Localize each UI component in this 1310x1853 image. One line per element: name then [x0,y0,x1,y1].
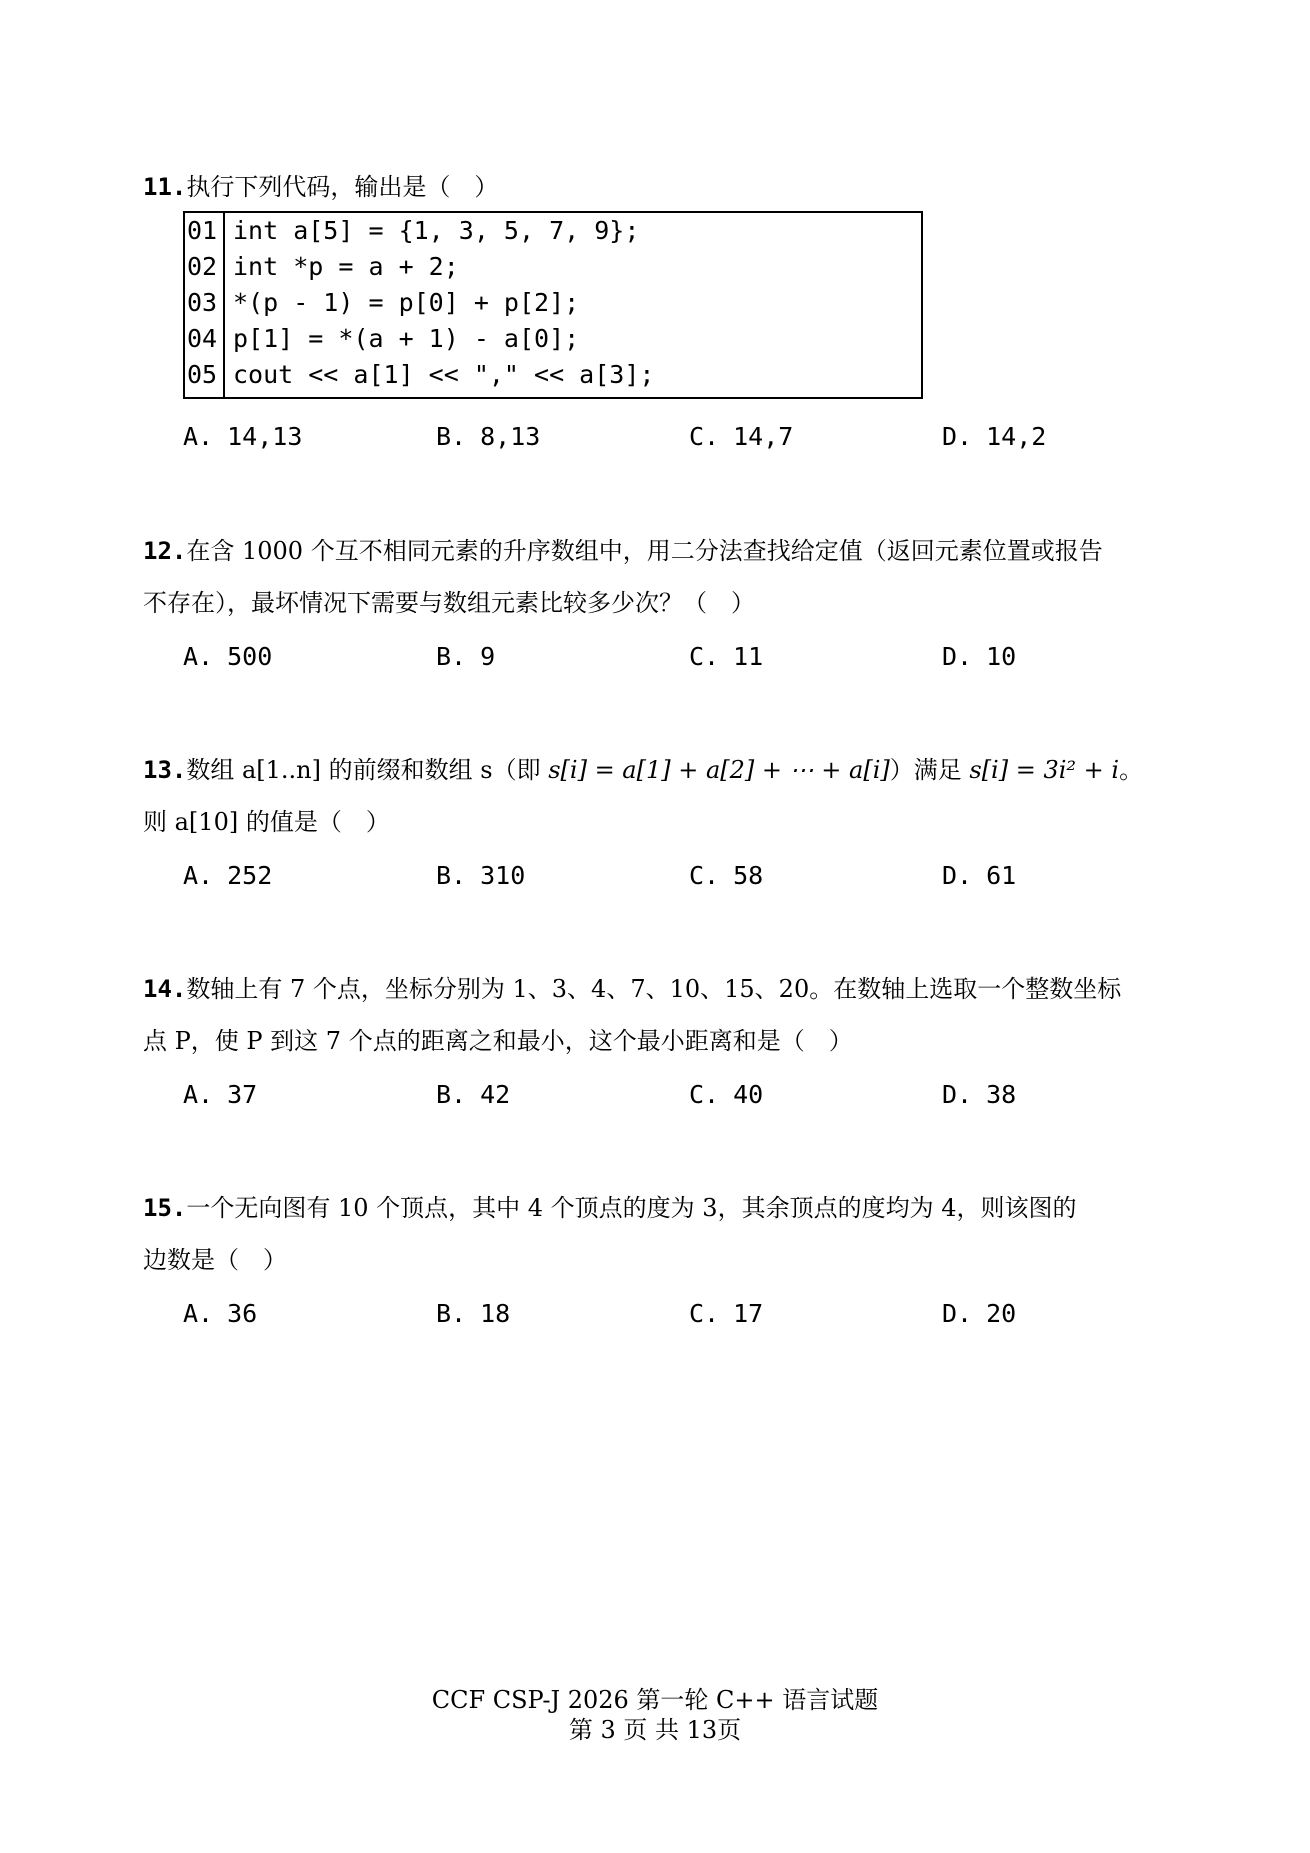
option-a[interactable]: A. 252 [183,861,273,890]
question-11-options [183,422,1063,458]
code-line [185,213,921,249]
question-12-options [183,642,1063,678]
question-text: 边数是（ ） [143,1246,287,1274]
code-text: int a[5] = {1, 3, 5, 7, 9}; [233,216,640,245]
question-text: 一个无向图有 10 个顶点，其中 4 个顶点的度为 3，其余顶点的度均为 4，则该图的 [186,1194,1077,1222]
question-text: 数组 a[1..n] 的前缀和数组 s（即 [186,756,549,784]
option-b[interactable]: B. 8,13 [436,422,541,451]
code-block [183,211,923,399]
option-a[interactable]: A. 36 [183,1299,258,1328]
option-c[interactable]: C. 58 [689,861,764,890]
question-15-stem-cont [143,1243,287,1277]
code-line [185,249,921,285]
option-b[interactable]: B. 9 [436,642,496,671]
prefix-sum-formula: s[i] = a[1] + a[2] + ⋯ + a[i] [548,756,890,784]
question-13-stem-cont [143,805,390,839]
question-text: 在含 1000 个互不相同元素的升序数组中，用二分法查找给定值（返回元素位置或报告 [186,537,1103,565]
sum-formula: s[i] = 3i² + i [969,756,1120,784]
question-text: 执行下列代码，输出是（ ） [186,173,499,201]
question-13-options [183,861,1063,897]
option-d[interactable]: D. 10 [942,642,1017,671]
footer-page-number: 第 3 页 共 13页 [568,1716,742,1744]
option-b[interactable]: B. 18 [436,1299,511,1328]
question-text: 数轴上有 7 个点，坐标分别为 1、3、4、7、10、15、20。在数轴上选取一个整数坐标 [186,975,1122,1003]
question-15-stem [143,1191,1076,1225]
option-d[interactable]: D. 38 [942,1080,1017,1109]
line-number: 04 [187,324,218,353]
question-12-stem-cont [143,586,755,620]
option-a[interactable]: A. 14,13 [183,422,303,451]
option-c[interactable]: C. 40 [689,1080,764,1109]
option-c[interactable]: C. 17 [689,1299,764,1328]
code-text: int *p = a + 2; [233,252,459,281]
option-d[interactable]: D. 14,2 [942,422,1047,451]
code-text: p[1] = *(a + 1) - a[0]; [233,324,580,353]
code-line [185,357,921,393]
question-number: 13. [143,756,187,784]
question-15-options [183,1299,1063,1335]
line-number: 02 [187,252,218,281]
code-line [185,285,921,321]
option-c[interactable]: C. 11 [689,642,764,671]
line-number: 01 [187,216,218,245]
code-text: *(p - 1) = p[0] + p[2]; [233,288,580,317]
option-b[interactable]: B. 310 [436,861,526,890]
option-d[interactable]: D. 20 [942,1299,1017,1328]
code-line [185,321,921,357]
question-text: 点 P，使 P 到这 7 个点的距离之和最小，这个最小距离和是（ ） [143,1027,853,1055]
option-a[interactable]: A. 500 [183,642,273,671]
option-b[interactable]: B. 42 [436,1080,511,1109]
question-14-stem-cont [143,1024,853,1058]
question-text: ）满足 [889,756,970,784]
question-11-stem [143,170,498,204]
question-text: 则 a[10] 的值是（ ） [143,808,390,836]
option-a[interactable]: A. 37 [183,1080,258,1109]
line-number: 05 [187,360,218,389]
footer-exam-title: CCF CSP-J 2026 第一轮 C++ 语言试题 [431,1686,879,1714]
option-c[interactable]: C. 14,7 [689,422,794,451]
question-number: 11. [143,173,187,201]
question-text: 不存在），最坏情况下需要与数组元素比较多少次？（ ） [143,589,755,617]
question-14-stem [143,972,1121,1006]
code-text: cout << a[1] << "," << a[3]; [233,360,655,389]
question-number: 15. [143,1194,187,1222]
question-text: 。 [1119,756,1144,784]
question-13-stem [143,753,1143,787]
question-number: 12. [143,537,187,565]
question-number: 14. [143,975,187,1003]
question-14-options [183,1080,1063,1116]
question-12-stem [143,534,1103,568]
line-number: 03 [187,288,218,317]
option-d[interactable]: D. 61 [942,861,1017,890]
